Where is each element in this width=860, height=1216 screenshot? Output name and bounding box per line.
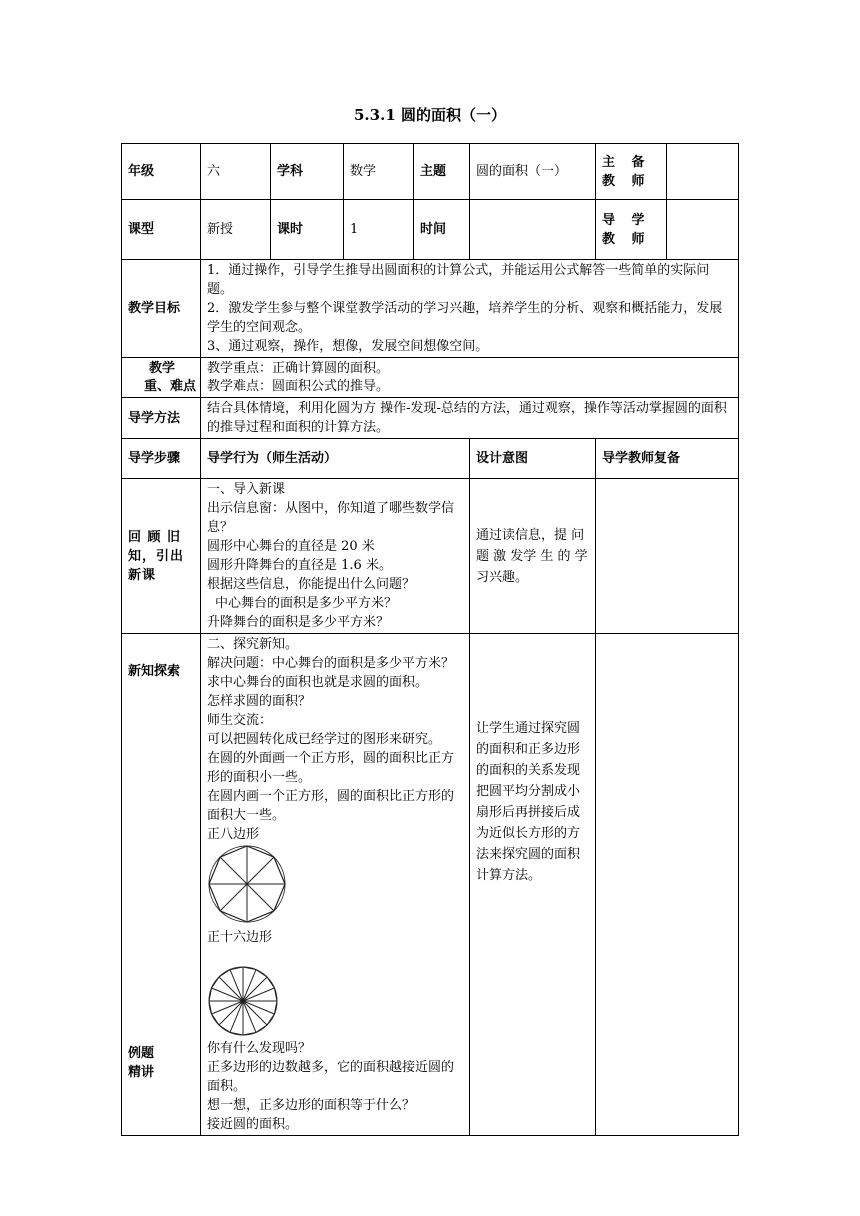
- section2-activity: [201, 634, 470, 1136]
- s2-line-7: 在圆的外面画一个正方形，圆的面积比正方形的面积小一些。: [207, 751, 455, 785]
- topic-value: 圆的面积（一）: [470, 144, 596, 200]
- section2-label-2: 例题: [128, 1046, 155, 1061]
- col-intent: 设计意图: [470, 439, 596, 479]
- time-label: 时间: [414, 200, 470, 260]
- s2-line-2: 解决问题：中心舞台的面积是多少平方米？: [207, 656, 455, 671]
- header-row-2: [122, 200, 739, 260]
- section2-label-3: 精讲: [128, 1065, 155, 1080]
- column-header-row: [122, 439, 739, 479]
- caption-16: 正十六边形: [207, 930, 273, 945]
- col-activity: 导学行为（师生活动）: [201, 439, 470, 479]
- goal-2: 2．激发学生参与整个课堂教学活动的学习兴趣，培养学生的分析、观察和概括能力，发展学生的空间观念。: [207, 301, 723, 335]
- lead-teacher-label: 主 备 教 师: [596, 144, 667, 200]
- key-points-label: [122, 358, 201, 398]
- s2-line-11: 正多边形的边数越多，它的面积越接近圆的面积。: [207, 1060, 455, 1094]
- octagon-figure: [207, 844, 287, 924]
- key-focus: 教学重点：正确计算圆的面积。: [207, 360, 390, 376]
- section1-intent: 通过读信息，提 问 题 激 发学 生 的 学 习兴趣。: [470, 479, 596, 634]
- guide-teacher-value: [667, 200, 739, 260]
- subject-label: 学科: [271, 144, 344, 200]
- grade-value: 六: [201, 144, 271, 200]
- s2-line-8: 在圆内画一个正方形，圆的面积比正方形的面积大一些。: [207, 789, 455, 823]
- goals-label: 教学目标: [122, 260, 201, 358]
- grade-label: 年级: [122, 144, 201, 200]
- section1-activity: [201, 479, 470, 634]
- hexadecagon-figure: [207, 965, 279, 1037]
- section2-intent: 让学生通过探究圆的面积和正多边形的面积的关系发现把圆平均分割成小扇形后再拼接后成为近似长方形的方法来探究圆的面积计算方法。: [470, 634, 596, 1136]
- period-value: 1: [344, 200, 414, 260]
- s2-line-5: 师生交流：: [207, 713, 273, 728]
- lesson-type-value: 新授: [201, 200, 271, 260]
- s2-line-10: 你有什么发现吗？: [207, 1041, 312, 1056]
- s2-line-1: 二、探究新知。: [207, 637, 299, 652]
- method-row: [122, 398, 739, 439]
- lead-teacher-value: [667, 144, 739, 200]
- key-points-row: [122, 358, 739, 398]
- section2-row: [122, 634, 739, 1136]
- section2-label-1: 新知探索: [128, 664, 181, 679]
- lesson-type-label: 课型: [122, 200, 201, 260]
- key-points-label-2: 重、难点: [143, 378, 196, 394]
- s1-line-7: 升降舞台的面积是多少平方米？: [207, 615, 390, 630]
- s2-line-4: 怎样求圆的面积？: [207, 694, 312, 709]
- key-difficulty: 教学难点：圆面积公式的推导。: [207, 378, 390, 394]
- section1-row: [122, 479, 739, 634]
- section2-review: [596, 634, 739, 1136]
- page-title: 5.3.1 圆的面积（一）: [354, 106, 506, 124]
- goal-3: 3、通过观察，操作，想像，发展空间想像空间。: [207, 339, 489, 354]
- lesson-plan-table: [121, 143, 739, 1136]
- s2-line-12: 想一想，正多边形的面积等于什么？: [207, 1098, 416, 1113]
- s1-line-4: 圆形升降舞台的直径是 1.6 米。: [207, 558, 392, 573]
- guide-teacher-label: 导 学 教 师: [596, 200, 667, 260]
- period-label: 课时: [271, 200, 344, 260]
- header-row-1: [122, 144, 739, 200]
- s1-line-2: 出示信息窗：从图中，你知道了哪些数学信息？: [207, 501, 455, 535]
- subject-value: 数学: [344, 144, 414, 200]
- goals-row: [122, 260, 739, 358]
- topic-label: 主题: [414, 144, 470, 200]
- section2-label: [122, 634, 201, 1136]
- key-points-label-1: 教学: [148, 360, 175, 376]
- s2-line-13: 接近圆的面积。: [207, 1117, 299, 1132]
- goals-text: [201, 260, 739, 358]
- s1-line-5: 根据这些信息，你能提出什么问题？: [207, 577, 416, 592]
- time-value: [470, 200, 596, 260]
- s1-line-3: 圆形中心舞台的直径是 20 米: [207, 539, 375, 554]
- method-text: 结合具体情境，利用化圆为方 操作-发现-总结的方法，通过观察，操作等活动掌握圆的面积的推导过程和面积的计算方法。: [201, 398, 739, 439]
- goal-1: 1．通过操作，引导学生推导出圆面积的计算公式，并能运用公式解答一些简单的实际问题。: [207, 263, 710, 297]
- s2-line-3: 求中心舞台的面积也就是求圆的面积。: [207, 675, 429, 690]
- section1-review: [596, 479, 739, 634]
- s1-line-1: 一、导入新课: [207, 482, 286, 497]
- col-steps: 导学步骤: [122, 439, 201, 479]
- section1-label: 回 顾 旧知，引出新课: [122, 479, 201, 634]
- s1-line-6: 中心舞台的面积是多少平方米？: [215, 596, 398, 611]
- key-points-text: [201, 358, 739, 398]
- col-review: 导学教师复备: [596, 439, 739, 479]
- s2-line-9: 正八边形: [207, 827, 260, 842]
- s2-line-6: 可以把圆转化成已经学过的图形来研究。: [207, 732, 442, 747]
- method-label: 导学方法: [122, 398, 201, 439]
